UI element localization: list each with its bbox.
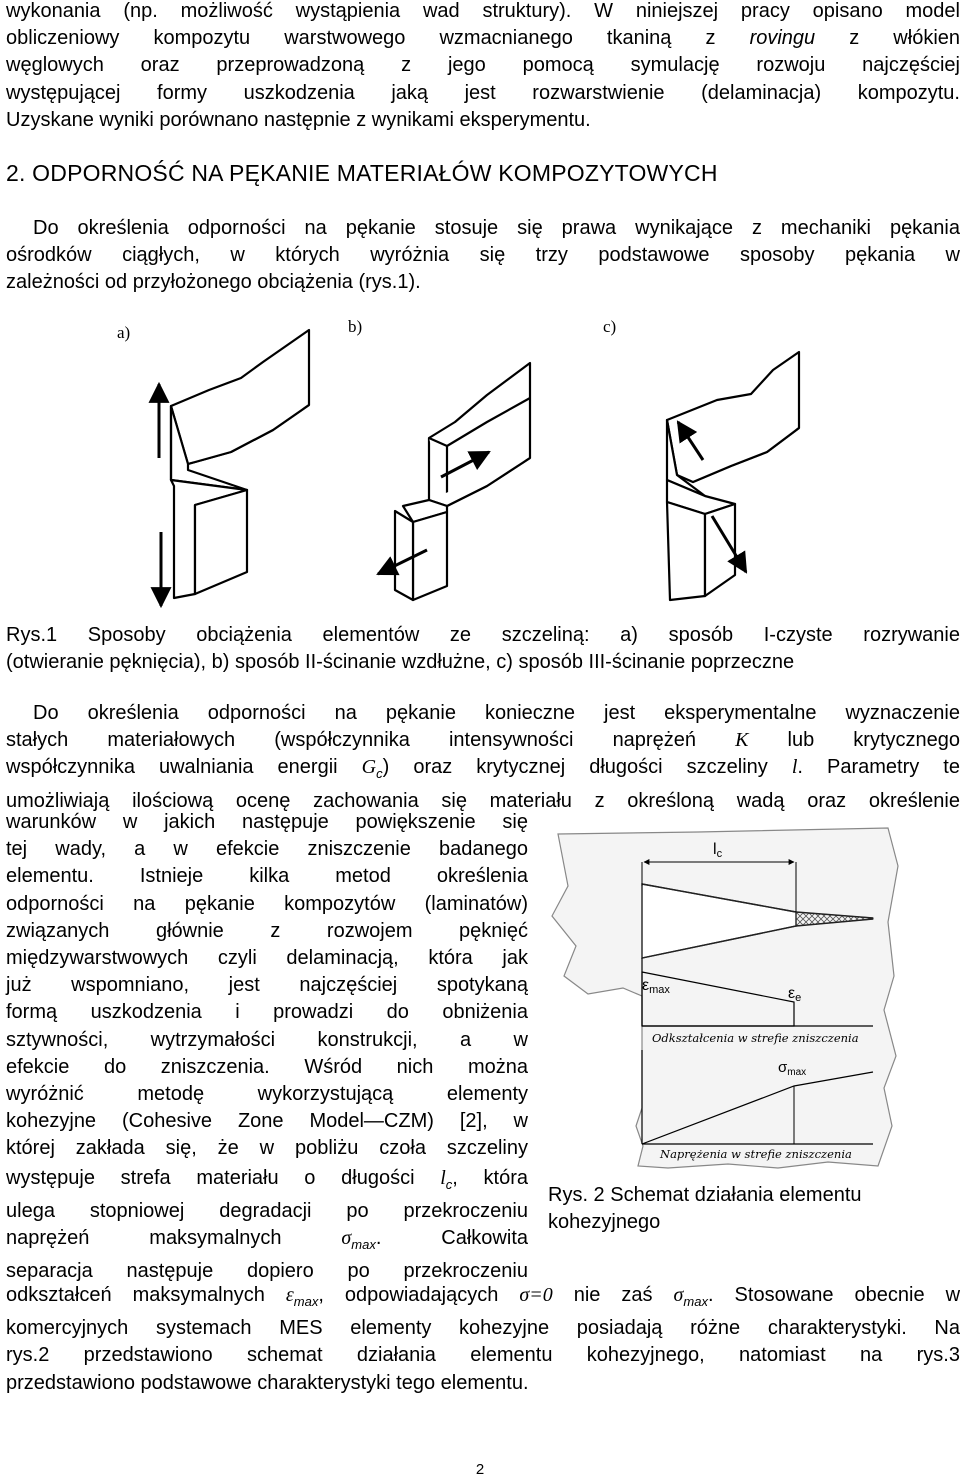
- mode-b-label: b): [348, 317, 363, 336]
- strain-caption: Odkształcenia w strefie zniszczenia: [652, 1031, 859, 1045]
- text-line: węglowych oraz przeprowadzoną z jego pomocą symulację rozwoju najczęściej: [6, 54, 960, 77]
- symbol-l: l: [791, 756, 798, 779]
- caption-line: (otwieranie pęknięcia), b) sposób II-ścinanie wzdłużne, c) sposób III-ścinanie poprzeczne: [6, 651, 795, 673]
- text-line: współczynnika uwalniania energii $G_c$) oraz krytycznej długości szczeliny l. Parametry te: [6, 756, 960, 782]
- text-line: występującej formy uszkodzenia jaką jest rozwarstwienie (delaminacja) kompozytu.: [6, 81, 960, 104]
- page-number: 2: [475, 1461, 485, 1478]
- caption-line: kohezyjnego: [548, 1211, 661, 1233]
- text-line: naprężeń maksymalnych $\sigma_{max}$. Całkowita: [6, 1227, 528, 1253]
- svg-text:lc: lc: [713, 841, 723, 860]
- text-line: Do określenia odporności na pękanie konieczne jest eksperymentalne wyznaczenie: [33, 702, 960, 724]
- text-line: już wspomniano, jest najczęściej spotykaną: [6, 974, 528, 997]
- text-line: odkształceń maksymalnych $\varepsilon_{max}$, odpowiadających σ=0 nie zaś $\sigma_{max}$. Stosowane obecnie w: [6, 1284, 960, 1309]
- text-line: wyróżnić metodę wykorzystującą elementy: [6, 1083, 528, 1106]
- mode-a-specimen: [171, 330, 309, 598]
- text-line: ośrodków ciągłych, w których wyróżnia się trzy podstawowe sposoby pękania w: [6, 244, 960, 267]
- sigma-max-label: σ: [778, 1059, 788, 1076]
- svg-text:εmax: εmax: [642, 977, 670, 996]
- text-line: komercyjnych systemach MES elementy kohezyjne posiadają różne charakterystyki. Na: [6, 1317, 960, 1340]
- text-line: Do określenia odporności na pękanie stosuje się prawa wynikające z mechaniki pękania: [33, 217, 960, 239]
- lc-label: l: [713, 841, 717, 858]
- fracture-modes-figure: [95, 310, 875, 615]
- caption-line: Rys. 2 Schemat działania elementu: [548, 1184, 862, 1206]
- text-line: międzywarstwowych czyli delaminacją, która jak: [6, 947, 528, 970]
- text-line: wykonania (np. możliwość wystąpienia wad struktury). W niniejszej pracy opisano model: [6, 0, 960, 22]
- symbol-K: K: [735, 729, 749, 752]
- text-line: zależności od przyłożonego obciążenia (rys.1).: [6, 271, 421, 294]
- mode-b-specimen: [395, 363, 530, 600]
- fracture-paragraph: [6, 215, 960, 297]
- text-line: ulega stopniowej degradacji po przekroczeniu: [6, 1199, 528, 1222]
- text-line: elementu. Istnieje kilka metod określenia: [6, 865, 528, 888]
- symbol-G: G: [361, 756, 377, 779]
- mode-a-label: a): [117, 323, 131, 342]
- text-line: której zakłada się, że w pobliżu czoła szczeliny: [6, 1137, 528, 1160]
- symbol-l: l: [440, 1166, 446, 1189]
- text-line: odporności na pękanie kompozytów (laminatów): [6, 892, 528, 915]
- text-line: formą uszkodzenia i prowadzi do obniżenia: [6, 1001, 528, 1024]
- text-line: rys.2 przedstawiono schemat działania elementu kohezyjnego, natomiast na rys.3: [6, 1344, 960, 1367]
- symbol-sigma: σ: [341, 1227, 352, 1250]
- text-line: separacja następuje dopiero po przekroczeniu: [6, 1260, 528, 1283]
- text-line: sztywności, wytrzymałości konstrukcji, a w: [6, 1028, 528, 1051]
- text-line: przedstawiono podstawowe charakterystyki tego elementu.: [6, 1371, 529, 1394]
- mode-c-label: c): [603, 317, 617, 336]
- intro-paragraph: [6, 0, 960, 134]
- body-outline: [552, 828, 898, 1168]
- cohesive-paragraph: [6, 700, 960, 815]
- text-line: efekcie do zniszczenia. Wśród nich można: [6, 1055, 528, 1078]
- stress-caption: Naprężenia w strefie zniszczenia: [660, 1147, 852, 1161]
- fig2-caption: [548, 1182, 948, 1236]
- text-line: umożliwiają ilościową ocenę zachowania się materiału z określoną wadą oraz określenie: [6, 789, 960, 812]
- fig1-caption: [6, 622, 960, 676]
- svg-text:σmax: $\sigma_{max}$: [778, 1059, 807, 1078]
- cohesive-paragraph-end: [6, 1282, 960, 1397]
- text-line: występuje strefa materiału o długości $l_c$, która: [6, 1166, 529, 1192]
- italic-term: rovingu: [749, 27, 816, 50]
- text-line: obliczeniowy kompozytu warstwowego wzmacnianego tkaniną z rovingu z włókien: [6, 27, 960, 50]
- eps-e-label: ε: [788, 985, 796, 1002]
- text-line: związanych głównie z rozwojem pęknięć: [6, 919, 528, 942]
- text-line: kohezyjne (Cohesive Zone Model—CZM) [2], w: [6, 1110, 528, 1133]
- text-line: warunków w jakich następuje powiększenie się: [6, 811, 528, 833]
- text-line: stałych materiałowych (współczynnika intensywności naprężeń K lub krytycznego: [6, 729, 960, 752]
- text-line: Uzyskane wyniki porównano następnie z wynikami eksperymentu.: [6, 108, 591, 131]
- mode-c-specimen: [667, 352, 799, 600]
- text-line: tej wady, a w efekcie zniszczenie badanego: [6, 838, 528, 861]
- svg-text:εe: εe: [788, 985, 802, 1004]
- eps-max-label: ε: [642, 977, 650, 994]
- cohesive-paragraph-narrow: [6, 809, 528, 1285]
- caption-line: Rys.1 Sposoby obciążenia elementów ze szczeliną: a) sposób I-czyste rozrywanie: [6, 624, 960, 646]
- section-heading: 2. ODPORNOŚĆ NA PĘKANIE MATERIAŁÓW KOMPOZYTOWYCH: [6, 160, 718, 186]
- cohesive-element-figure: [548, 826, 900, 1174]
